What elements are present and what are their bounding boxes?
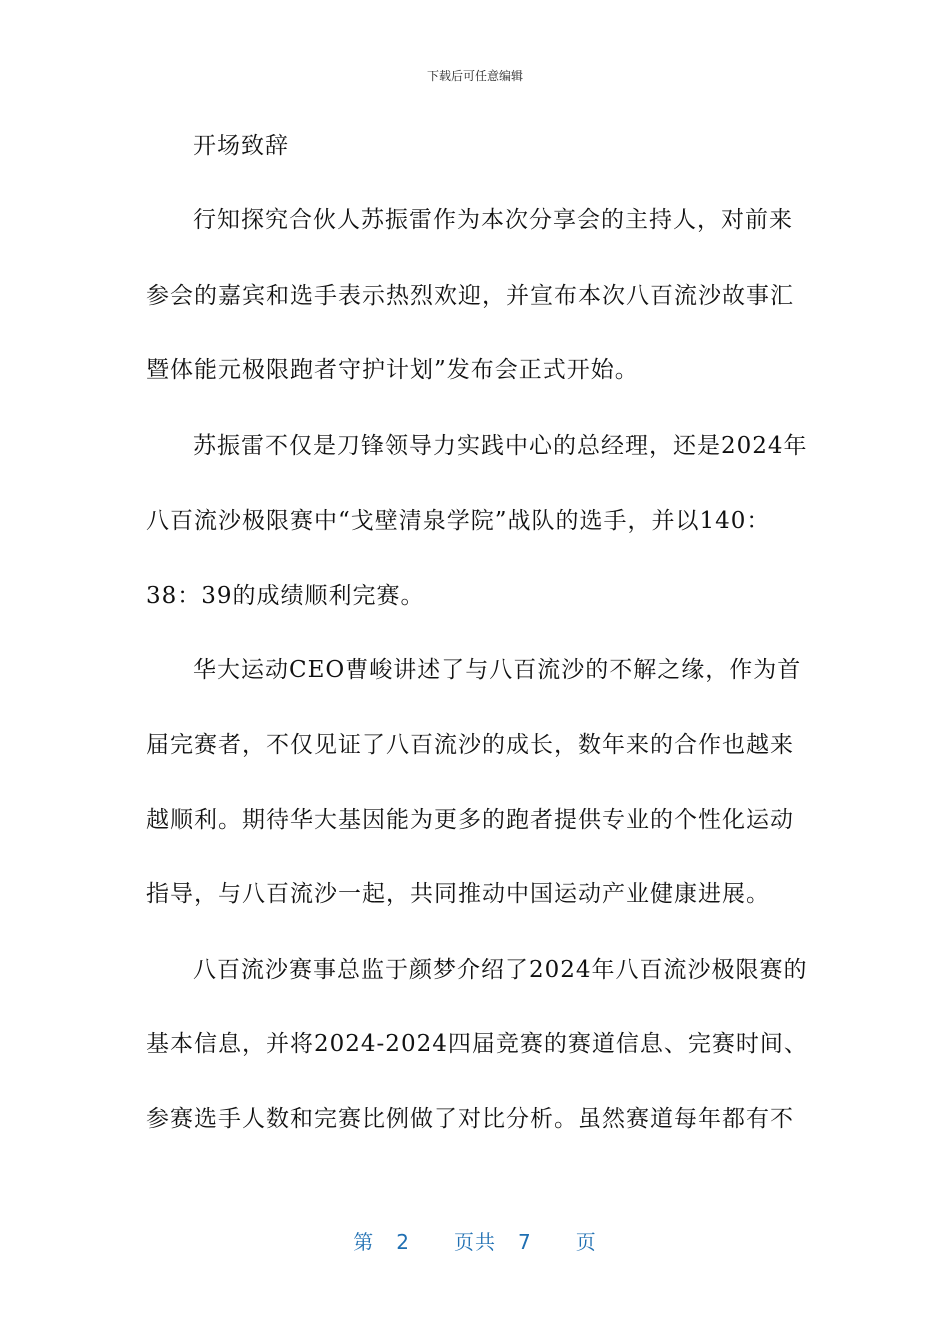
footer-page-number: 2 [396, 1230, 410, 1254]
header-note: 下载后可任意编辑 [426, 69, 523, 83]
paragraph-line: 38：39的成绩顺利完赛。 [146, 583, 425, 609]
section-heading: 开场致辞 [193, 133, 289, 159]
paragraph-line: 八百流沙赛事总监于颜梦介绍了2024年八百流沙极限赛的 [193, 957, 808, 983]
footer-middle: 页共 [454, 1230, 496, 1254]
paragraph-line: 暨体能元极限跑者守护计划”发布会正式开始。 [146, 357, 639, 383]
paragraph-line: 指导，与八百流沙一起，共同推动中国运动产业健康进展。 [146, 881, 770, 907]
page-footer [0, 1226, 950, 1255]
paragraph-line: 参会的嘉宾和选手表示热烈欢迎，并宣布本次八百流沙故事汇 [146, 283, 794, 309]
paragraph-line: 越顺利。期待华大基因能为更多的跑者提供专业的个性化运动 [146, 807, 794, 833]
footer-total-pages: 7 [518, 1230, 532, 1254]
footer-prefix: 第 [353, 1230, 375, 1254]
paragraph-line: 行知探究合伙人苏振雷作为本次分享会的主持人，对前来 [193, 207, 793, 233]
paragraph-line: 华大运动CEO曹峻讲述了与八百流沙的不解之缘，作为首 [193, 657, 802, 683]
footer-suffix: 页 [575, 1230, 597, 1254]
paragraph-line: 基本信息，并将2024-2024四届竞赛的赛道信息、完赛时间、 [146, 1031, 808, 1057]
paragraph-line: 苏振雷不仅是刀锋领导力实践中心的总经理，还是2024年 [193, 433, 808, 459]
paragraph-line: 届完赛者，不仅见证了八百流沙的成长，数年来的合作也越来 [146, 732, 794, 758]
paragraph-line: 参赛选手人数和完赛比例做了对比分析。虽然赛道每年都有不 [146, 1106, 794, 1132]
paragraph-line: 八百流沙极限赛中“戈壁清泉学院”战队的选手，并以140： [146, 508, 771, 534]
